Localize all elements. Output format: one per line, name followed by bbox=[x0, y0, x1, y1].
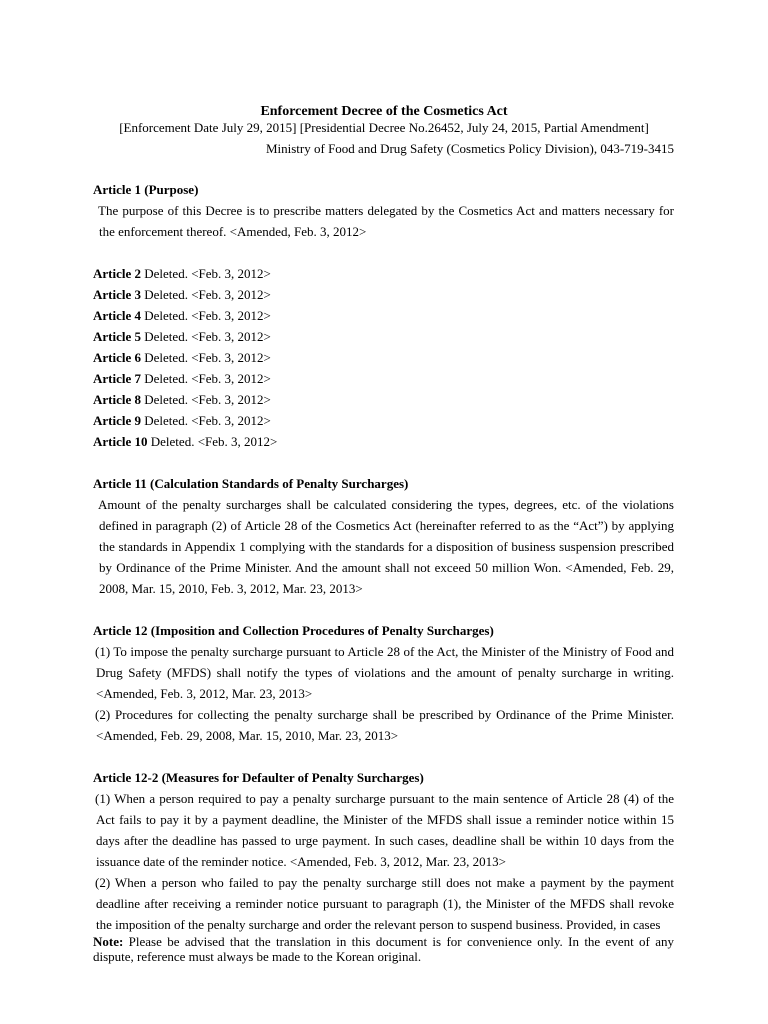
note-label: Note: bbox=[93, 934, 124, 949]
deleted-article-text: Deleted. <Feb. 3, 2012> bbox=[141, 266, 271, 281]
deleted-article-label: Article 8 bbox=[93, 392, 142, 407]
deleted-article-text: Deleted. <Feb. 3, 2012> bbox=[141, 308, 271, 323]
deleted-article-text: Deleted. <Feb. 3, 2012> bbox=[141, 350, 271, 365]
deleted-article-row bbox=[93, 263, 674, 284]
document-title: Enforcement Decree of the Cosmetics Act bbox=[260, 104, 508, 119]
article-12-2-para-1: (1) When a person required to pay a penalty surcharge pursuant to the main sentence of Article 28 (4) of the Act fails to pay it by a payment deadline, the Minister of the MFDS shall issue a reminder notice within 15 days after the deadline has passed to urge payment. In such cases, deadline shall be within 10 days from the issuance date of the reminder notice. <Amended, Feb. 3, 2012, Mar. 23, 2013> bbox=[95, 791, 674, 869]
deleted-article-text: Deleted. <Feb. 3, 2012> bbox=[141, 392, 271, 407]
ministry-line: Ministry of Food and Drug Safety (Cosmetics Policy Division), 043-719-3415 bbox=[265, 141, 674, 156]
article-1-text: The purpose of this Decree is to prescribe matters delegated by the Cosmetics Act and matters necessary for the enforcement thereof. <Amended, Feb. 3, 2012> bbox=[98, 203, 674, 239]
deleted-article-label: Article 6 bbox=[93, 350, 142, 365]
deleted-article-text: Deleted. <Feb. 3, 2012> bbox=[147, 434, 278, 449]
deleted-article-row bbox=[93, 305, 674, 326]
deleted-article-text: Deleted. <Feb. 3, 2012> bbox=[141, 329, 271, 344]
deleted-article-label: Article 4 bbox=[93, 308, 142, 323]
deleted-article-row bbox=[93, 368, 674, 389]
deleted-article-text: Deleted. <Feb. 3, 2012> bbox=[141, 287, 271, 302]
deleted-articles-list bbox=[93, 263, 674, 452]
body-clip bbox=[0, 179, 768, 934]
deleted-article-row bbox=[93, 347, 674, 368]
document-body bbox=[93, 179, 674, 934]
article-11-heading: Article 11 (Calculation Standards of Penalty Surcharges) bbox=[93, 476, 409, 491]
article-12-para-1: (1) To impose the penalty surcharge pursuant to Article 28 of the Act, the Minister of the Ministry of Food and Drug Safety (MFDS) shall notify the types of violations and the amount of penalty surcharge in writing. <Amended, Feb. 3, 2012, Mar. 23, 2013> bbox=[95, 644, 674, 701]
note-text: Please be advised that the translation in this document is for convenience only. In the event of any dispute, reference must always be made to the Korean original. bbox=[93, 934, 674, 964]
deleted-article-text: Deleted. <Feb. 3, 2012> bbox=[141, 371, 271, 386]
deleted-article-row bbox=[93, 389, 674, 410]
deleted-article-text: Deleted. <Feb. 3, 2012> bbox=[141, 413, 271, 428]
deleted-article-label: Article 3 bbox=[93, 287, 142, 302]
deleted-article-label: Article 7 bbox=[93, 371, 142, 386]
article-12-2-heading: Article 12-2 (Measures for Defaulter of Penalty Surcharges) bbox=[93, 770, 424, 785]
deleted-article-row bbox=[93, 431, 674, 452]
deleted-article-label: Article 9 bbox=[93, 413, 142, 428]
article-11-text: Amount of the penalty surcharges shall be calculated considering the types, degrees, etc. of the violations defined in paragraph (2) of Article 28 of the Cosmetics Act (hereinafter referred to as the “Act”) by applying the standards in Appendix 1 complying with the standards for a disposition of business suspension prescribed by Ordinance of the Prime Minister. And the amount shall not exceed 50 million Won. <Amended, Feb. 29, 2008, Mar. 15, 2010, Feb. 3, 2012, Mar. 23, 2013> bbox=[98, 497, 674, 596]
deleted-article-label: Article 2 bbox=[93, 266, 142, 281]
deleted-article-row bbox=[93, 284, 674, 305]
deleted-article-row bbox=[93, 410, 674, 431]
document-subtitle: [Enforcement Date July 29, 2015] [Presidential Decree No.26452, July 24, 2015, Partial Amendment] bbox=[119, 120, 649, 135]
article-12-para-2: (2) Procedures for collecting the penalty surcharge shall be prescribed by Ordinance of the Prime Minister. <Amended, Feb. 29, 2008, Mar. 15, 2010, Mar. 23, 2013> bbox=[95, 707, 674, 743]
deleted-article-row bbox=[93, 326, 674, 347]
article-1-heading: Article 1 (Purpose) bbox=[93, 182, 199, 197]
translation-note bbox=[93, 934, 674, 964]
article-12-2-para-2: (2) When a person who failed to pay the penalty surcharge still does not make a payment by the payment deadline after receiving a reminder notice pursuant to paragraph (1), the Minister of the MFDS shall revoke the imposition of the penalty surcharge and order the relevant person to suspend business. Provided, in cases bbox=[95, 875, 674, 932]
deleted-article-label: Article 10 bbox=[93, 434, 148, 449]
deleted-article-label: Article 5 bbox=[93, 329, 142, 344]
article-12-heading: Article 12 (Imposition and Collection Procedures of Penalty Surcharges) bbox=[93, 623, 494, 638]
